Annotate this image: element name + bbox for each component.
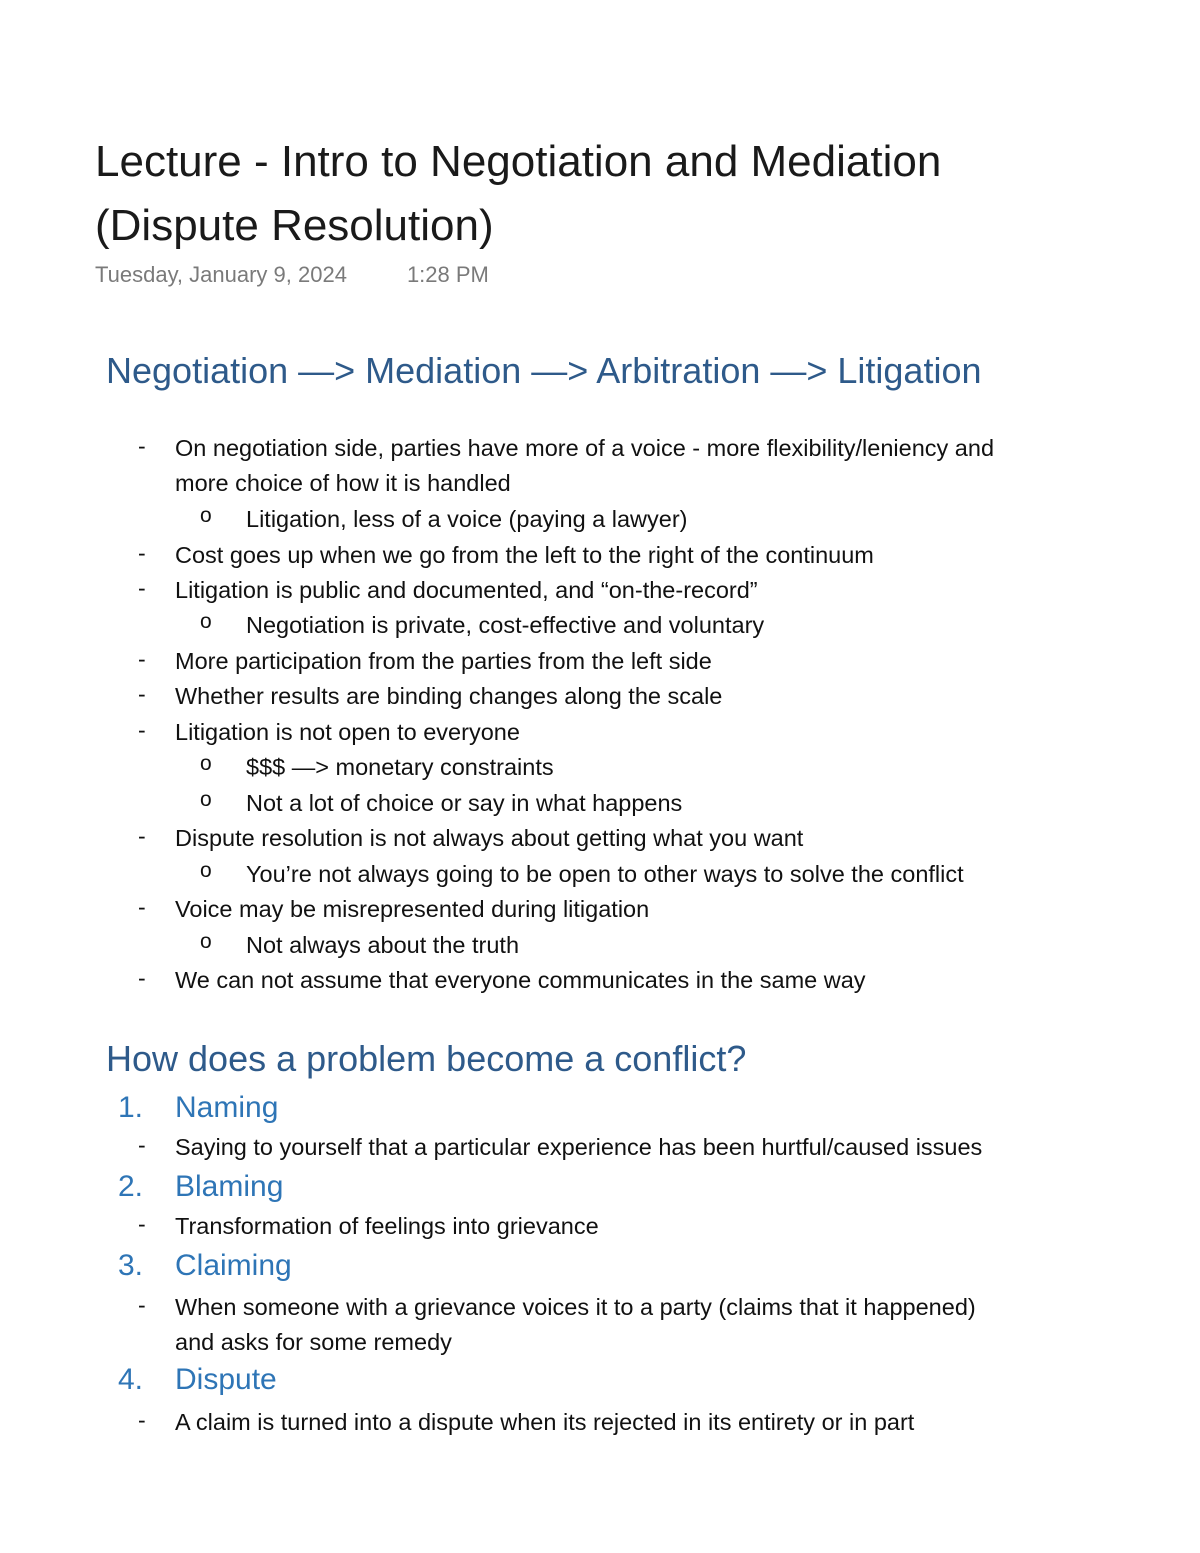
bullet-item: Voice may be misrepresented during litigation — [175, 896, 650, 922]
sub-bullet-item: Negotiation is private, cost-effective and voluntary — [246, 612, 765, 638]
bullet-marker: - — [138, 540, 146, 566]
bullet-marker: - — [138, 646, 146, 672]
stage-description: When someone with a grievance voices it to a party (claims that it happened) — [175, 1294, 976, 1320]
note-date: Tuesday, January 9, 2024 — [95, 262, 347, 287]
sub-bullet-marker: o — [200, 859, 212, 882]
bullet-item: Cost goes up when we go from the left to the right of the continuum — [175, 542, 874, 568]
sub-bullet-item: You’re not always going to be open to other ways to solve the conflict — [246, 861, 964, 887]
sub-bullet-marker: o — [200, 930, 212, 953]
stage-number: 3. — [118, 1249, 144, 1282]
bullet-marker: - — [138, 433, 146, 459]
stage-description-continuation: and asks for some remedy — [175, 1329, 452, 1355]
sub-bullet-marker: o — [200, 788, 212, 811]
bullet-marker: - — [138, 1211, 146, 1237]
bullet-marker: - — [138, 1292, 146, 1318]
note-time: 1:28 PM — [406, 262, 489, 287]
bullet-marker: - — [138, 681, 146, 707]
bullet-item-continuation: more choice of how it is handled — [175, 470, 511, 496]
bullet-item: We can not assume that everyone communicates in the same way — [175, 967, 866, 993]
bullet-marker: - — [138, 717, 146, 743]
bullet-item: Litigation is not open to everyone — [175, 719, 520, 745]
bullet-item: Litigation is public and documented, and “on-the-record” — [175, 577, 758, 603]
stage-label: Claiming — [175, 1249, 292, 1282]
bullet-marker: - — [138, 1132, 146, 1158]
page-title-line-2: (Dispute Resolution) — [95, 201, 494, 250]
stage-number: 2. — [118, 1170, 144, 1203]
bullet-item: Dispute resolution is not always about getting what you want — [175, 825, 804, 851]
stage-heading-claiming — [118, 1249, 292, 1283]
stage-heading-naming — [118, 1091, 278, 1125]
page-title-line-1: Lecture - Intro to Negotiation and Mediation — [95, 137, 942, 186]
sub-bullet-item: Not always about the truth — [246, 932, 520, 958]
bullet-item: Whether results are binding changes along the scale — [175, 683, 723, 709]
section-heading-continuum: Negotiation —> Mediation —> Arbitration —> Litigation — [106, 350, 982, 391]
sub-bullet-item: Not a lot of choice or say in what happens — [246, 790, 683, 816]
section-heading-conflict: How does a problem become a conflict? — [106, 1038, 747, 1079]
sub-bullet-marker: o — [200, 504, 212, 527]
bullet-marker: - — [138, 575, 146, 601]
bullet-marker: - — [138, 1407, 146, 1433]
stage-label: Dispute — [175, 1363, 277, 1396]
stage-number: 1. — [118, 1091, 144, 1124]
stage-heading-dispute — [118, 1363, 277, 1397]
stage-number: 4. — [118, 1363, 144, 1396]
page-title — [95, 130, 1135, 258]
sub-bullet-item: Litigation, less of a voice (paying a lawyer) — [246, 506, 688, 532]
stage-description: A claim is turned into a dispute when its rejected in its entirety or in part — [175, 1409, 915, 1435]
stage-heading-blaming — [118, 1170, 283, 1204]
bullet-marker: - — [138, 823, 146, 849]
note-timestamp — [95, 262, 489, 288]
sub-bullet-marker: o — [200, 610, 212, 633]
stage-label: Blaming — [175, 1170, 284, 1203]
stage-label: Naming — [175, 1091, 279, 1124]
sub-bullet-item: $$$ —> monetary constraints — [246, 754, 554, 780]
bullet-marker: - — [138, 894, 146, 920]
sub-bullet-marker: o — [200, 752, 212, 775]
bullet-item: On negotiation side, parties have more of a voice - more flexibility/leniency and — [175, 435, 995, 461]
bullet-marker: - — [138, 965, 146, 991]
bullet-item: More participation from the parties from the left side — [175, 648, 712, 674]
stage-description: Saying to yourself that a particular experience has been hurtful/caused issues — [175, 1134, 983, 1160]
stage-description: Transformation of feelings into grievance — [175, 1213, 599, 1239]
